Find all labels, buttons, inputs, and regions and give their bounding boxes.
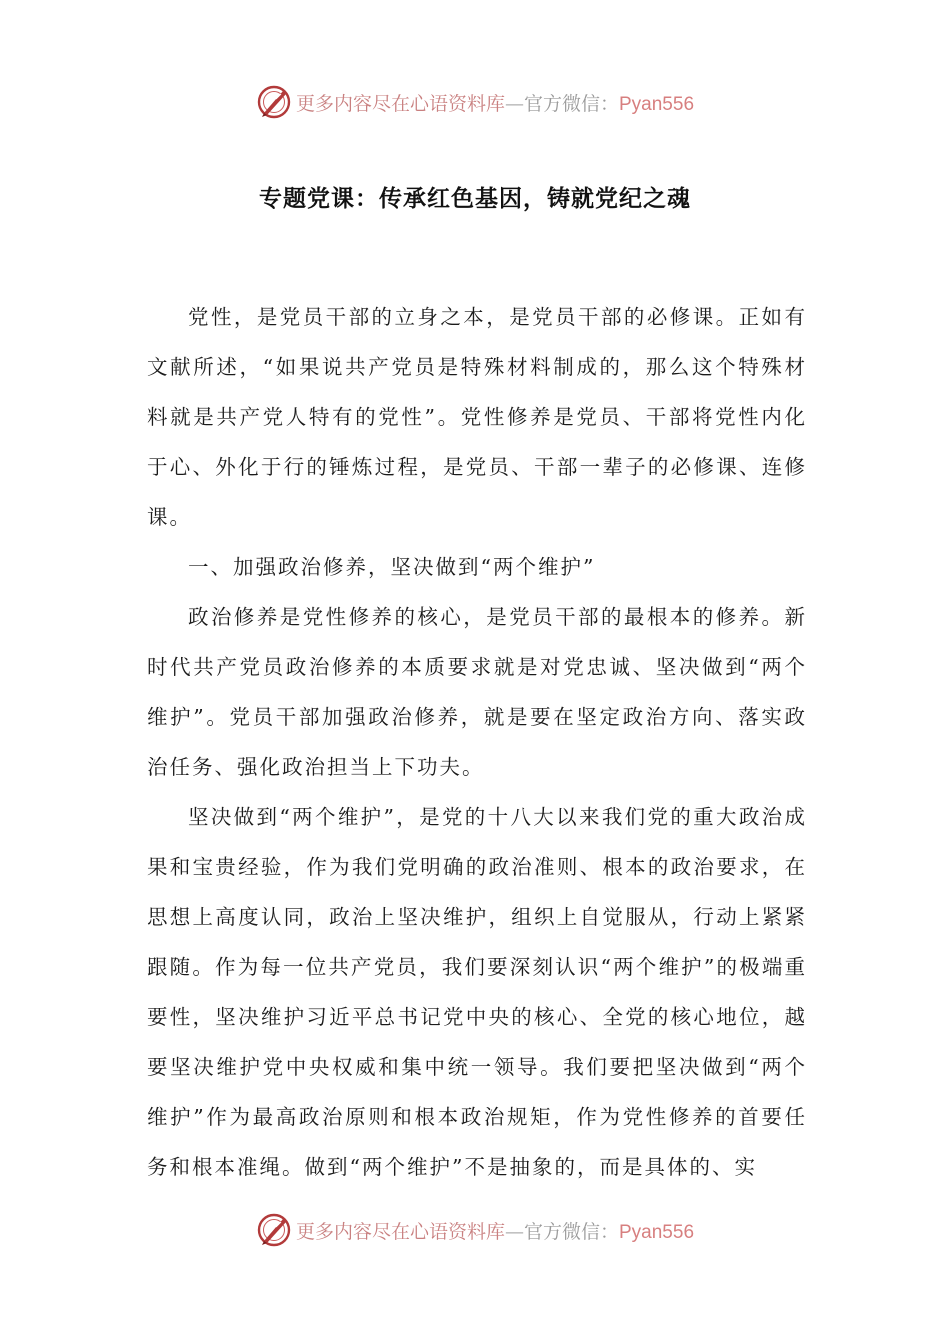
watermark-dash: — <box>504 1220 524 1243</box>
watermark-handle: Pyan556 <box>619 93 695 115</box>
watermark-dash: — <box>504 92 524 115</box>
watermark-text <box>296 89 694 116</box>
watermark-text <box>296 1217 694 1244</box>
document-title: 专题党课：传承红色基因，铸就党纪之魂 <box>259 186 691 212</box>
paragraph: 党性，是党员干部的立身之本，是党员干部的必修课。正如有文献所述，“如果说共产党员是特殊材料制成的，那么这个特殊材料就是共产党人特有的党性”。党性修养是党员、干部将党性内化于心、外化于行的锤炼过程，是党员、干部一辈子的必修课、连修课。 <box>147 305 807 529</box>
document-body <box>147 292 807 1192</box>
watermark-sub: 官方微信： <box>523 1220 619 1243</box>
watermark-sub: 官方微信： <box>523 92 619 115</box>
paragraph: 坚决做到“两个维护”，是党的十八大以来我们党的重大政治成果和宝贵经验，作为我们党明确的政治准则、根本的政治要求，在思想上高度认同，政治上坚决维护，组织上自觉服从，行动上紧紧跟随。作为每一位共产党员，我们要深刻认识“两个维护”的极端重要性，坚决维护习近平总书记党中央的核心、全党的核心地位，越要坚决维护党中央权威和集中统一领导。我们要把坚决做到“两个维护”作为最高政治原则和根本政治规矩，作为党性修养的首要任务和根本准绳。做到“两个维护”不是抽象的，而是具体的、实 <box>147 805 807 1179</box>
quill-logo-icon <box>256 1212 292 1248</box>
paragraph: 政治修养是党性修养的核心，是党员干部的最根本的修养。新时代共产党员政治修养的本质要求就是对党忠诚、坚决做到“两个维护”。党员干部加强政治修养，就是要在坚定政治方向、落实政治任务、强化政治担当上下功夫。 <box>147 605 807 779</box>
footer-watermark <box>0 1210 950 1250</box>
watermark-handle: Pyan556 <box>619 1221 695 1243</box>
quill-logo-icon <box>256 84 292 120</box>
section-heading: 一、加强政治修养，坚决做到“两个维护” <box>188 555 596 579</box>
watermark-main: 更多内容尽在心语资料库 <box>295 92 505 115</box>
watermark-main: 更多内容尽在心语资料库 <box>295 1220 505 1243</box>
header-watermark <box>0 82 950 122</box>
